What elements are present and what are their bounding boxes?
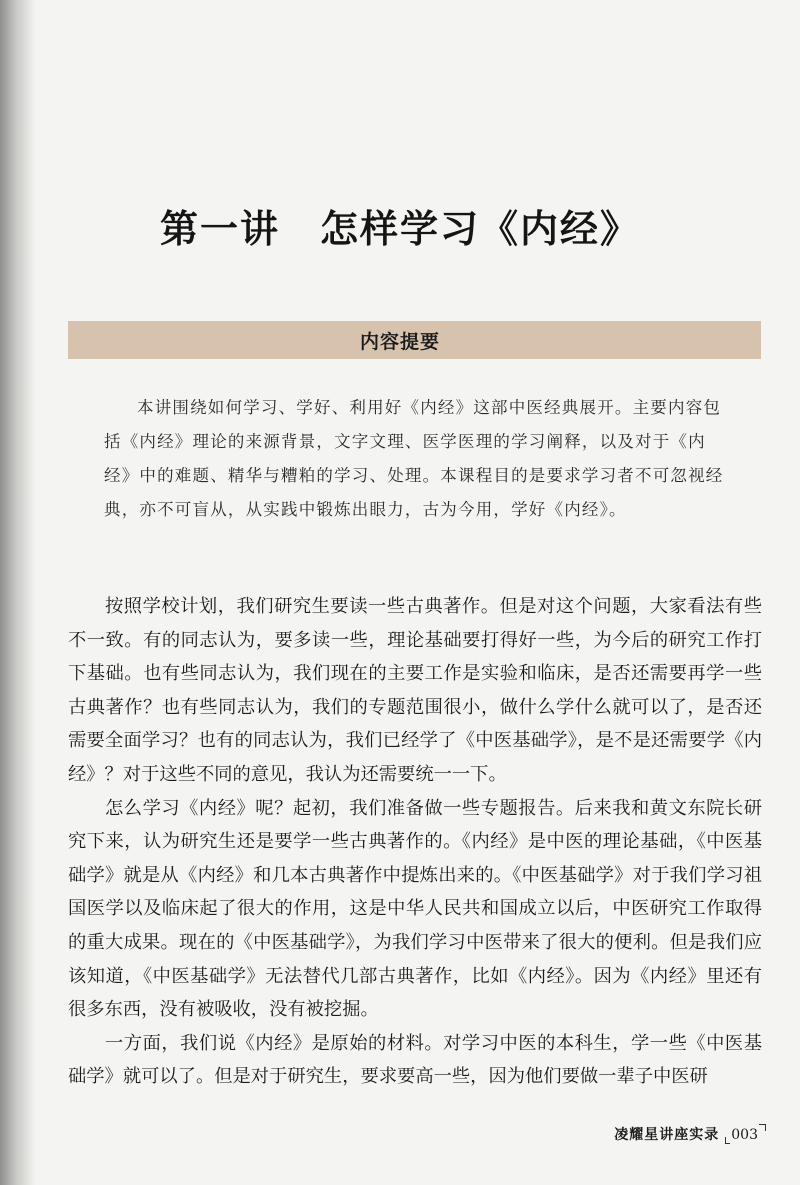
paragraph-1: 按照学校计划，我们研究生要读一些古典著作。但是对这个问题，大家看法有些不一致。有的同志认为，要多读一些，理论基础要打得好一些，为今后的研究工作打下基础。也有些同志认为，我们现在的主要工作是实验和临床，是否还需要再学一些古典著作？也有些同志认为，我们的专题范围很小，做什么学什么就可以了，是否还需要全面学习？也有的同志认为，我们已经学了《中医基础学》，是不是还需要学《内经》？对于这些不同的意见，我认为还需要统一一下。	[68, 596, 762, 785]
chapter-title: 第一讲 怎样学习《内经》	[159, 206, 640, 251]
paragraph-2: 怎么学习《内经》呢？起初，我们准备做一些专题报告。后来我和黄文东院长研究下来，认为研究生还是要学一些古典著作的。《内经》是中医的理论基础，《中医基础学》就是从《内经》和几本古典著作中提炼出来的。《中医基础学》对于我们学习祖国医学以及临床起了很大的作用，这是中华人民共和国成立以后，中医研究工作取得的重大成果。现在的《中医基础学》，为我们学习中医带来了很大的便利。但是我们应该知道，《中医基础学》无法替代几部古典著作，比如《内经》。因为《内经》里还有很多东西，没有被吸收，没有被挖掘。	[68, 797, 762, 1021]
running-footer-title: 凌耀星讲座实录	[614, 1127, 720, 1143]
corner-mark-right	[759, 1124, 766, 1131]
page-number: 003	[731, 1127, 758, 1143]
corner-mark-left	[725, 1137, 730, 1144]
abstract	[104, 391, 724, 527]
paragraph-3: 一方面，我们说《内经》是原始的材料。对学习中医的本科生，学一些《中医基础学》就可以了。但是对于研究生，要求要高一些，因为他们要做一辈子中医研	[68, 1032, 762, 1088]
abstract-text: 本讲围绕如何学习、学好、利用好《内经》这部中医经典展开。主要内容包括《内经》理论的来源背景，文字文理、医学医理的学习阐释，以及对于《内经》中的难题、精华与糟粕的学习、处理。本课程目的是要求学习者不可忽视经典，亦不可盲从，从实践中锻炼出眼力，古为今用，学好《内经》。	[104, 398, 724, 519]
page-footer	[614, 1124, 766, 1144]
summary-label: 内容提要	[359, 331, 440, 353]
page-gutter-shadow	[0, 0, 36, 1185]
body-text	[68, 590, 762, 1094]
